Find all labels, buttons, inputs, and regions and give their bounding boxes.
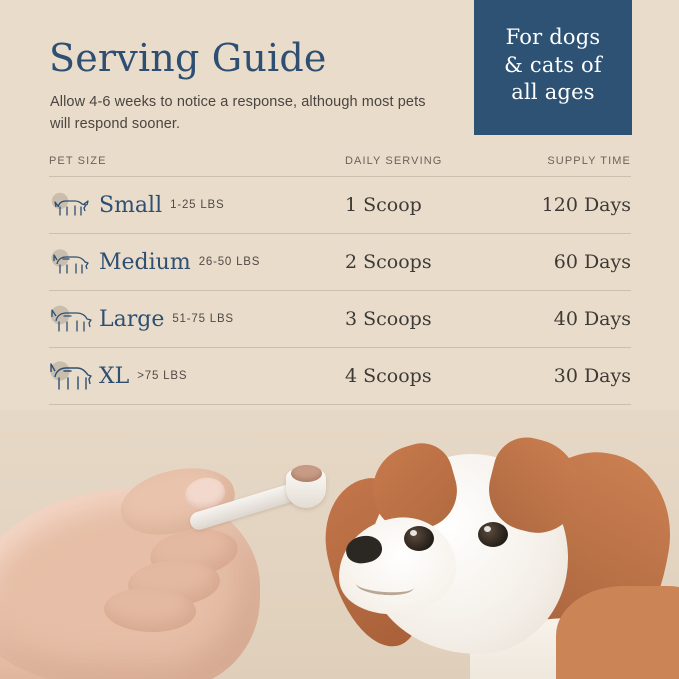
dog-body [556,586,679,679]
cell-supply-time: 30 Days [553,365,631,387]
cell-daily-serving: 4 Scoops [345,365,432,387]
medium-dog-icon [49,245,93,279]
xl-dog-icon [49,359,93,393]
cell-pet-size [49,245,345,279]
weight-range: 1-25 LBS [170,198,225,211]
cell-pet-size [49,302,345,336]
badge-line-2: & cats of [504,52,602,77]
table-row [49,233,631,290]
table-row [49,347,631,404]
page-subtitle: Allow 4-6 weeks to notice a response, although most pets will respond sooner. [50,94,426,132]
table-header-row [49,155,631,176]
cell-daily-serving: 3 Scoops [345,308,432,330]
column-header-pet-size: PET SIZE [49,155,107,167]
size-label: Medium [99,249,191,275]
cell-supply-time: 40 Days [553,308,631,330]
table-bottom-rule [49,404,631,405]
dog-eye-right [478,522,508,547]
serving-table [49,155,631,405]
cell-pet-size [49,359,345,393]
supplement-powder [291,465,322,482]
dog-eye-left [404,526,434,551]
dog-photo [320,418,679,679]
cell-supply-time: 120 Days [541,194,631,216]
cell-daily-serving: 2 Scoops [345,251,432,273]
column-header-supply-time: SUPPLY TIME [547,155,631,167]
size-label: Small [99,192,163,218]
table-row [49,176,631,233]
product-photo [0,410,679,679]
for-dogs-and-cats-badge [474,0,632,135]
weight-range: 51-75 LBS [172,312,234,325]
cell-pet-size [49,188,345,222]
size-label: XL [99,363,130,389]
cell-supply-time: 60 Days [553,251,631,273]
small-dog-icon [49,188,93,222]
dog-eye-highlight-left [410,530,417,536]
badge-line-1: For dogs [505,24,601,49]
dog-eye-highlight-right [484,526,491,532]
badge-line-3: all ages [511,80,595,105]
weight-range: 26-50 LBS [198,255,261,268]
large-dog-icon [49,302,93,336]
size-label: Large [99,306,165,332]
column-header-daily-serving: DAILY SERVING [345,155,443,167]
table-row [49,290,631,347]
cell-daily-serving: 1 Scoop [345,194,422,216]
weight-range: >75 LBS [137,369,188,382]
page-title: Serving Guide [49,36,327,80]
